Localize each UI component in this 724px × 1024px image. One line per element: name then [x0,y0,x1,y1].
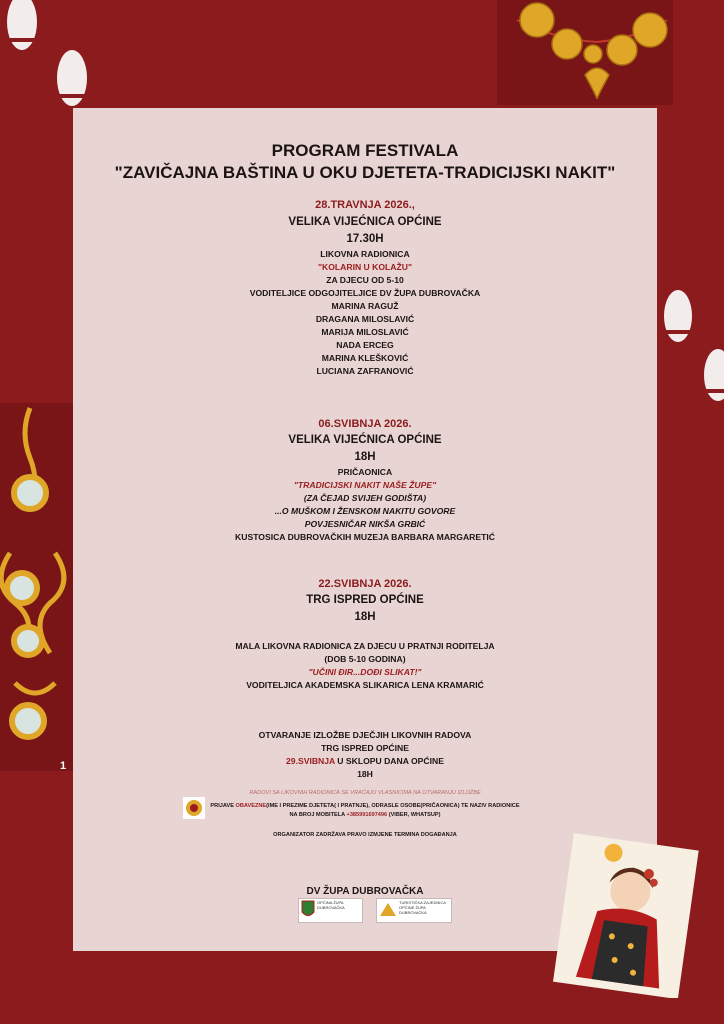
event4-date: 29.SVIBNJA [286,756,335,766]
title-line-2: "ZAVIČAJNA BAŠTINA U OKU DJETETA-TRADICIJSKI NAKIT" [114,163,616,182]
page-number: 1 [60,760,67,772]
gold-earring-image [0,403,73,771]
event3-lead: VODITELJICA AKADEMSKA SLIKARICA LENA KRAMARIĆ [246,680,484,690]
event1-name: "KOLARIN U KOLAŽU" [317,262,413,272]
event2-date: 06.SVIBNJA 2026. [318,418,412,430]
event2-line4: KUSTOSICA DUBROVAČKIH MUZEJA BARBARA MARGARETIĆ [235,532,495,542]
organizer-note: ORGANIZATOR ZADRŽAVA PRAVO IZMJENE TERMINA DOGAĐANJA [273,832,457,838]
event1-audience: ZA DJECU OD 5-10 [326,275,404,285]
host-name: DV ŽUPA DUBROVAČKA [306,886,424,897]
event4-date-line [73,755,657,768]
event1-venue: VELIKA VIJEĆNICA OPĆINE [288,216,442,228]
event2-venue: VELIKA VIJEĆNICA OPĆINE [288,434,442,446]
return-note: RADOVI SA LIKOVNIH RADIONICA SE VRAĆAJU VLASNICIMA NA OTVARANJU IZLOŽBE [249,790,481,796]
event3-type: MALA LIKOVNA RADIONICA ZA DJECU U PRATNJI RODITELJA [235,641,495,651]
reg-text: (IME I PREZIME DJETETA( I PRATNJE), ODRASLE OSOBE(PRIČAONICA) TE NAZIV RADIONICE [266,803,520,809]
event2-time: 18H [354,451,376,463]
title-line-1: PROGRAM FESTIVALA [271,141,459,160]
reg-text: NA BROJ MOBITELA [289,812,347,818]
event4-line1: OTVARANJE IZLOŽBE DJEČJIH LIKOVNIH RADOVA [258,730,472,740]
event3-time: 18H [354,611,376,623]
gold-beads-image [497,0,673,105]
person-name: MARIJA MILOSLAVIĆ [321,327,409,337]
event2-line1: (ZA ČEJAD SVIJEH GODIŠTA) [303,493,427,503]
person-name: NADA ERCEG [336,340,394,350]
event1-date: 28.TRAVNJA 2026., [315,199,415,211]
event2-line3: POVJESNIČAR NIKŠA GRBIĆ [304,519,426,529]
logo2-text: TURISTIČKA ZAJEDNICA OPĆINE ŽUPA DUBROVAČKA [399,900,446,915]
event1-leads: VODITELJICE ODGOJITELJICE DV ŽUPA DUBROVAČKA [249,288,481,298]
coat-of-arms-icon [301,900,315,920]
folk-girl-illustration [545,833,705,998]
event3-venue: TRG ISPRED OPĆINE [306,594,424,606]
registration-line-2 [73,811,657,820]
logo1-text: OPĆINA ŽUPA DUBROVAČKA [317,900,345,910]
person-name: LUCIANA ZAFRANOVIĆ [316,366,414,376]
person-name: MARINA RAGUŽ [331,301,399,311]
event3-age: (DOB 5-10 GODINA) [324,654,406,664]
event4-line2: TRG ISPRED OPĆINE [321,743,409,753]
person-name: MARINA KLEŠKOVIĆ [321,353,409,363]
tourist-board-logo [376,898,452,923]
event4-time: 18H [357,769,373,779]
event2-name: "TRADICIJSKI NAKIT NAŠE ŽUPE" [293,480,437,490]
event3-date: 22.SVIBNJA 2026. [318,578,412,590]
reg-text: (VIBER, WHATSUP) [387,812,441,818]
event1-type: LIKOVNA RADIONICA [320,249,410,259]
event2-line2: ...O MUŠKOM I ŽENSKOM NAKITU GOVORE [274,506,456,516]
event1-time: 17.30H [346,233,384,245]
person-name: DRAGANA MILOSLAVIĆ [315,314,415,324]
phone-number: +385991697496 [346,812,388,818]
registration-line-1 [73,802,657,811]
reg-text: PRIJAVE [210,803,236,809]
reg-required: OBAVEZNE [235,803,267,809]
event3-name: "UČINI ĐIR...DOĐI SLIKAT!" [308,667,422,677]
mountain-logo-icon [379,900,397,918]
event4-line3: U SKLOPU DANA OPĆINE [334,756,444,766]
event2-type: PRIČAONICA [337,467,393,477]
municipality-logo [298,898,363,923]
